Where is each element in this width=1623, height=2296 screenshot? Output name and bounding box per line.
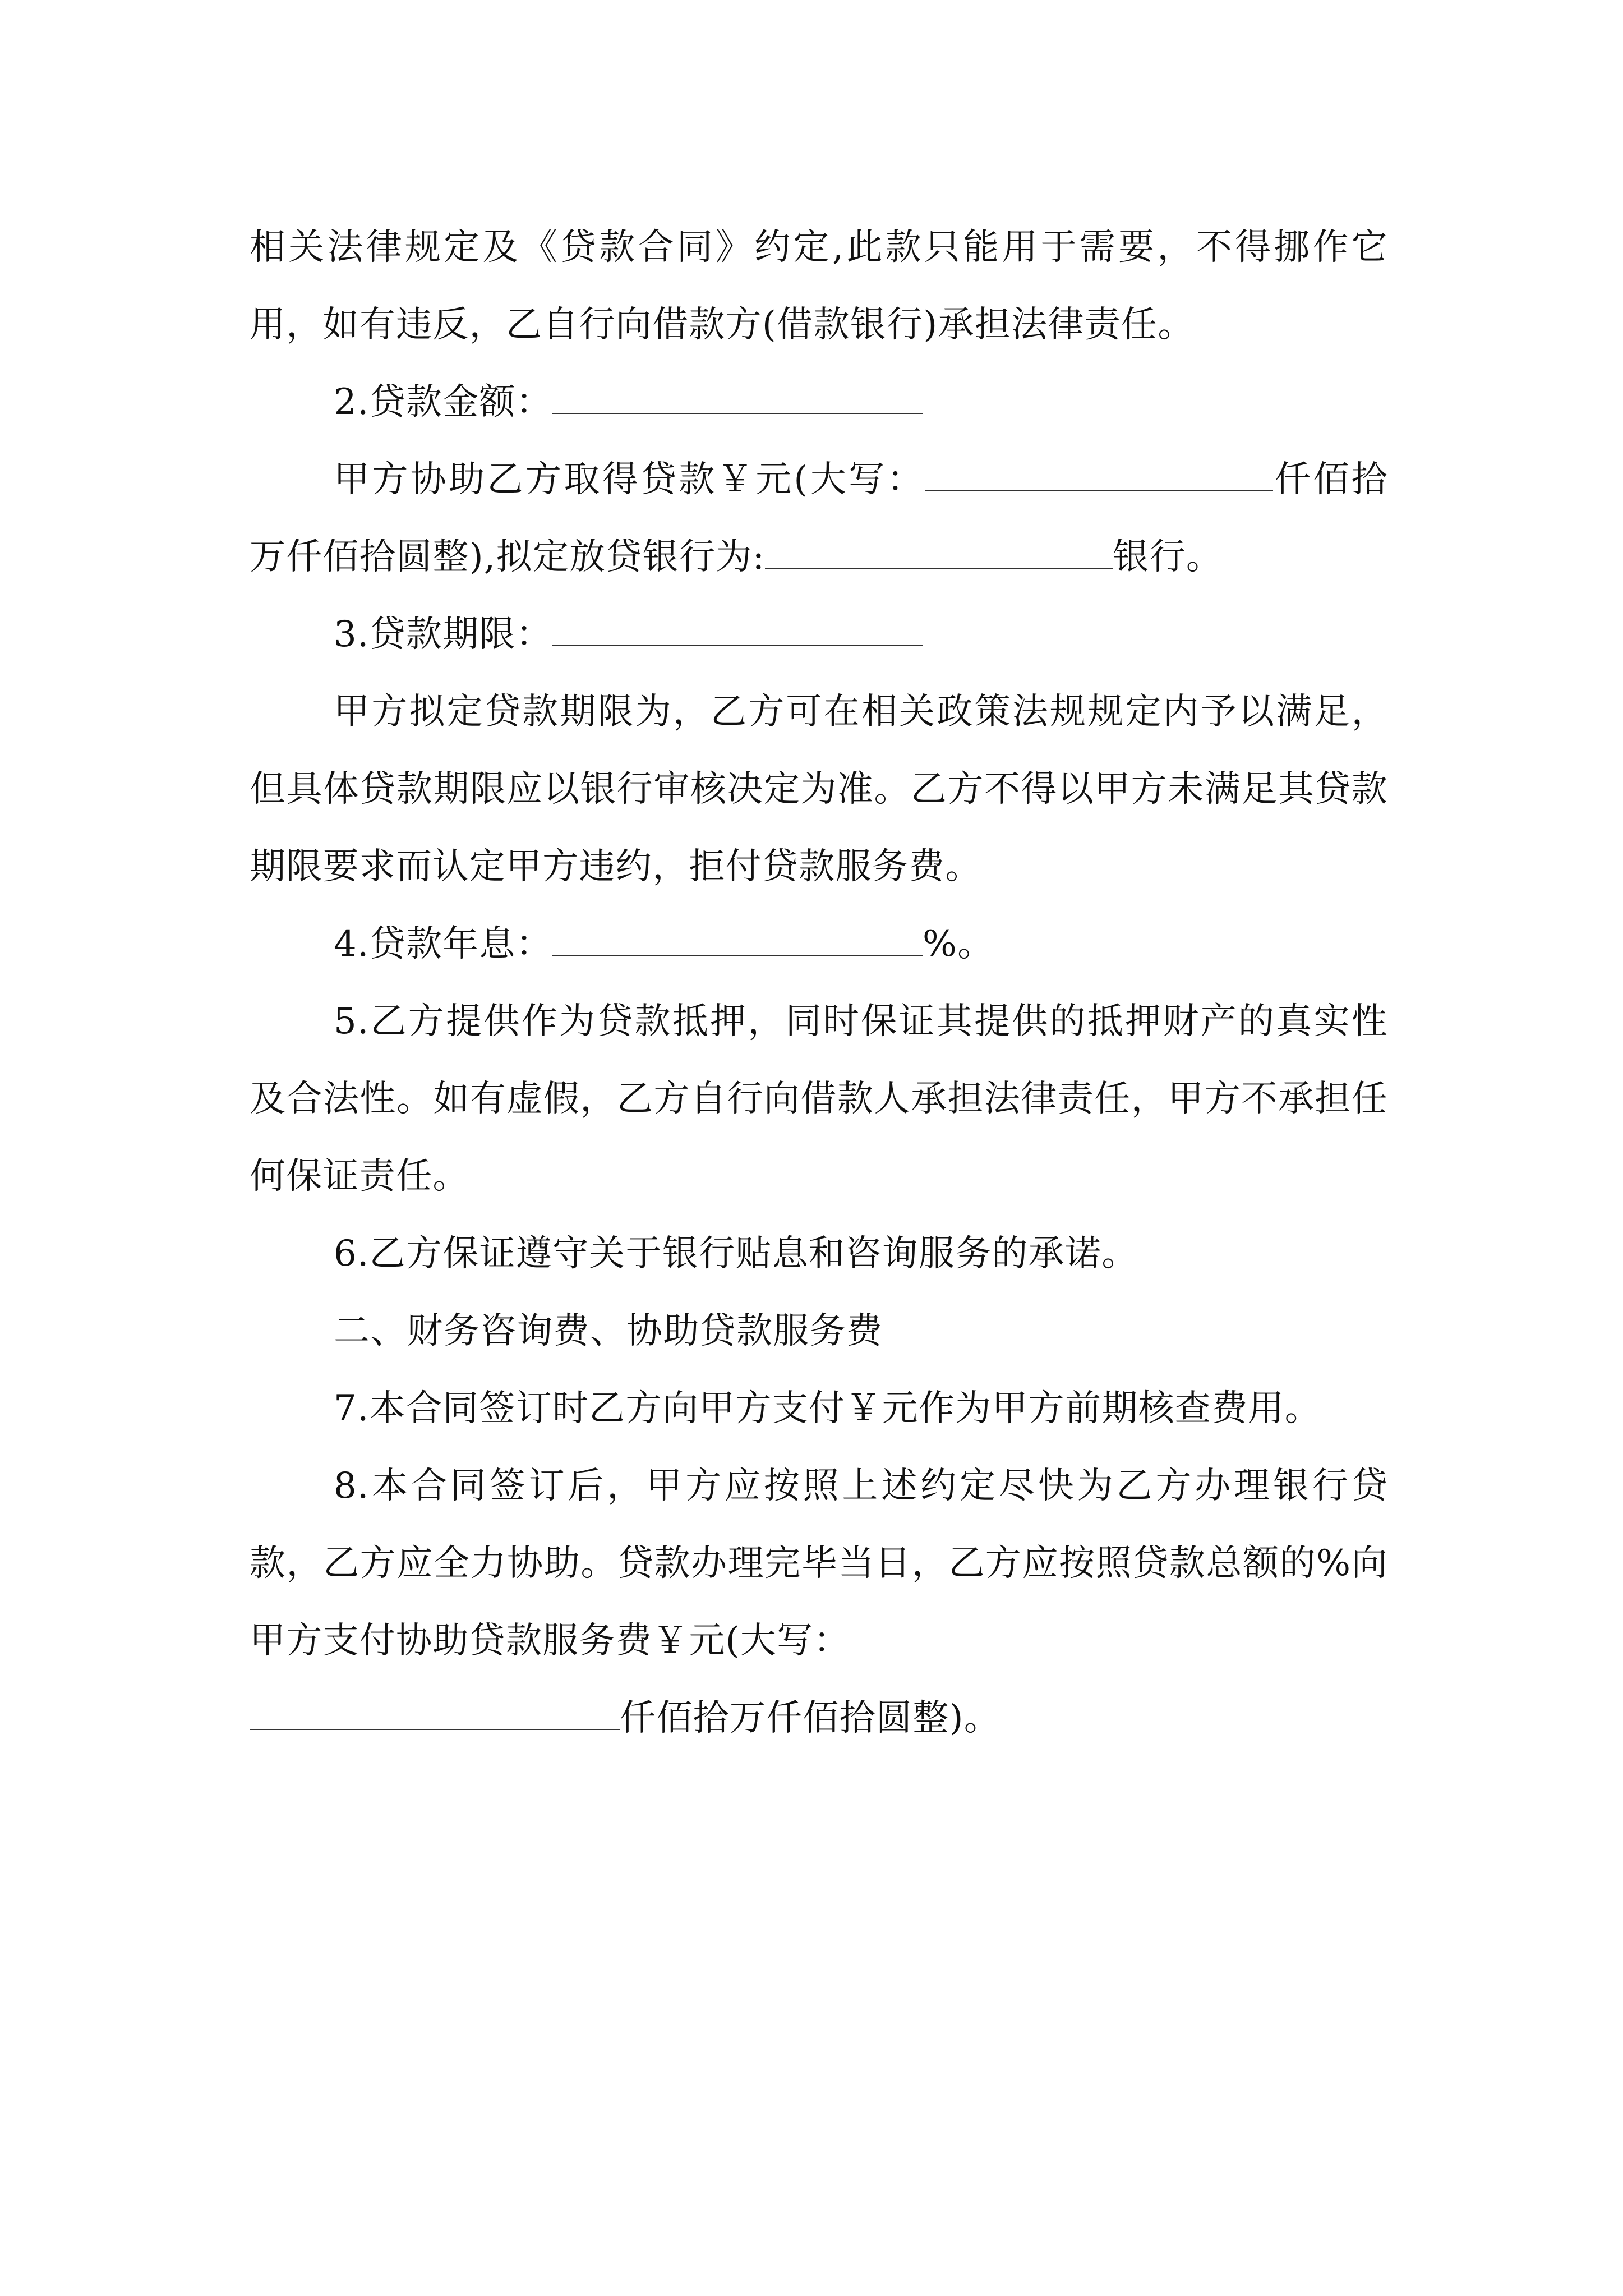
paragraph-annual-interest: [250, 905, 1388, 983]
loan-usage-text: 相关法律规定及《贷款合同》约定,此款只能用于需要，不得挪作它用，如有违反，乙自行向借款方(借款银行)承担法律责任。: [250, 227, 1388, 346]
paragraph-initial-fee: [250, 1370, 1388, 1447]
fees-heading-text: 二、财务咨询费、协助贷款服务费: [334, 1310, 883, 1352]
loan-amount-label: 2.贷款金额：: [334, 381, 553, 423]
paragraph-service-fee-amount: [250, 1680, 1388, 1757]
amount-units-text: 仟佰拾万仟佰拾圆整),拟定放贷银行为:: [250, 459, 1388, 578]
paragraph-commitment: [250, 1215, 1388, 1292]
loan-term-label: 3.贷款期限：: [334, 614, 553, 655]
paragraph-loan-usage: [250, 209, 1388, 364]
amount-in-words-blank: [925, 456, 1273, 491]
bank-name-blank: [765, 533, 1113, 569]
paragraph-loan-bank: [250, 441, 1388, 596]
commitment-text: 6.乙方保证遵守关于银行贴息和咨询服务的承诺。: [334, 1233, 1138, 1274]
paragraph-service-fee: [250, 1447, 1388, 1680]
section-heading-fees: [250, 1292, 1388, 1370]
loan-amount-blank: [552, 379, 923, 414]
service-fee-words-blank: [250, 1695, 620, 1730]
service-fee-text: 8.本合同签订后，甲方应按照上述约定尽快为乙方办理银行贷款，乙方应全力协助。贷款办理完毕当日，乙方应按照贷款总额的%向甲方支付协助贷款服务费￥元(大写：: [250, 1465, 1388, 1662]
paragraph-loan-amount: [250, 364, 1388, 441]
loan-term-blank: [552, 611, 923, 646]
annual-interest-label: 4.贷款年息：: [334, 923, 553, 965]
loan-amount-text: 甲方协助乙方取得贷款￥元(大写：: [334, 459, 925, 500]
contract-body: [250, 209, 1388, 1757]
loan-term-detail-text: 甲方拟定贷款期限为，乙方可在相关政策法规规定内予以满足，但具体贷款期限应以银行审核决定为准。乙方不得以甲方未满足其贷款期限要求而认定甲方违约，拒付贷款服务费。: [250, 691, 1388, 887]
paragraph-loan-term: [250, 596, 1388, 673]
paragraph-loan-term-detail: [250, 673, 1388, 905]
paragraph-collateral: [250, 983, 1388, 1215]
initial-fee-text: 7.本合同签订时乙方向甲方支付￥元作为甲方前期核查费用。: [334, 1388, 1321, 1429]
bank-suffix-text: 银行。: [1113, 536, 1223, 578]
service-fee-suffix: 仟佰拾万仟佰拾圆整)。: [620, 1697, 1001, 1739]
annual-interest-blank: [552, 921, 923, 956]
annual-interest-suffix: %。: [923, 923, 994, 965]
collateral-text: 5.乙方提供作为贷款抵押，同时保证其提供的抵押财产的真实性及合法性。如有虚假，乙方自行向借款人承担法律责任，甲方不承担任何保证责任。: [250, 1001, 1388, 1197]
